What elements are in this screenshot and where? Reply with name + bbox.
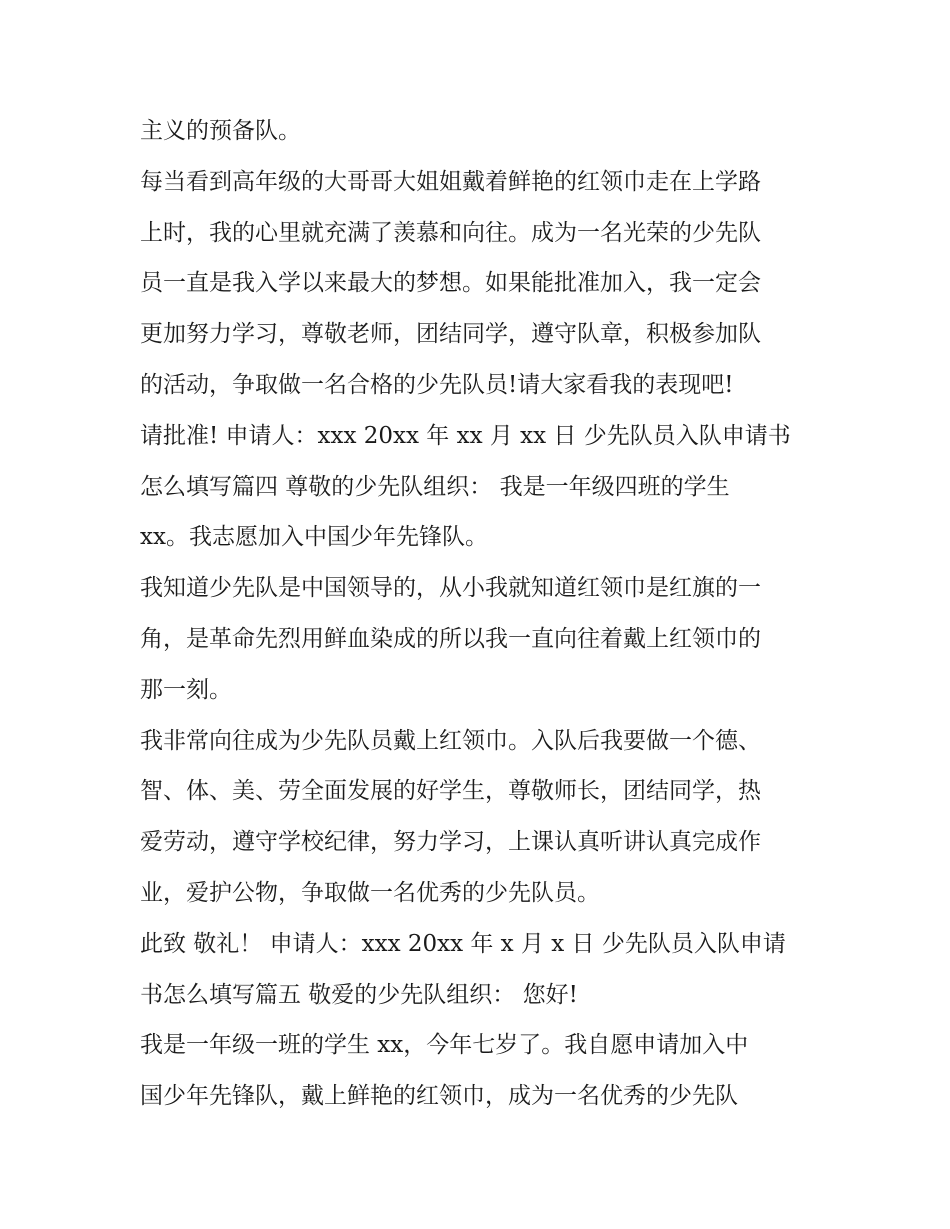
text-line: 我非常向往成为少先队员戴上红领巾。入队后我要做一个德、: [140, 727, 761, 754]
text-line: 爱劳动，遵守学校纪律，努力学习，上课认真听讲认真完成作: [140, 829, 761, 856]
text-line: 主义的预备队。: [140, 118, 301, 144]
body-text: [140, 106, 830, 1122]
text-line: 我知道少先队是中国领导的，从小我就知道红领巾是红旗的一: [140, 575, 761, 602]
text-line: 智、体、美、劳全面发展的好学生，尊敬师长，团结同学，热: [140, 778, 761, 805]
text-line: 那一刻。: [140, 676, 232, 703]
text-line: 怎么填写篇四 尊敬的少先队组织： 我是一年级四班的学生: [140, 473, 730, 500]
text-line: 每当看到高年级的大哥哥大姐姐戴着鲜艳的红领巾走在上学路: [140, 168, 761, 195]
text-line: 角，是革命先烈用鲜血染成的所以我一直向往着戴上红领巾的: [140, 625, 761, 652]
text-line: xx。我志愿加入中国少年先锋队。: [140, 524, 488, 551]
text-line: 书怎么填写篇五 敬爱的少先队组织： 您好!: [140, 981, 578, 1008]
text-line: 国少年先锋队，戴上鲜艳的红领巾，成为一名优秀的少先队: [140, 1083, 738, 1110]
text-line: 业，爱护公物，争取做一名优秀的少先队员。: [140, 879, 600, 906]
text-line: 我是一年级一班的学生 xx，今年七岁了。我自愿申请加入中: [140, 1032, 749, 1059]
text-line: 员一直是我入学以来最大的梦想。如果能批准加入，我一定会: [140, 270, 761, 297]
text-line: 请批准! 申请人：xxx 20xx 年 xx 月 xx 日 少先队员入队申请书: [140, 422, 791, 449]
text-line: 更加努力学习，尊敬老师，团结同学，遵守队章，积极参加队: [140, 321, 761, 348]
text-line: 的活动，争取做一名合格的少先队员!请大家看我的表现吧!: [140, 371, 734, 398]
text-line: 此致 敬礼！ 申请人：xxx 20xx 年 x 月 x 日 少先队员入队申请: [140, 930, 786, 957]
text-line: 上时，我的心里就充满了羡慕和向往。成为一名光荣的少先队: [140, 219, 761, 246]
